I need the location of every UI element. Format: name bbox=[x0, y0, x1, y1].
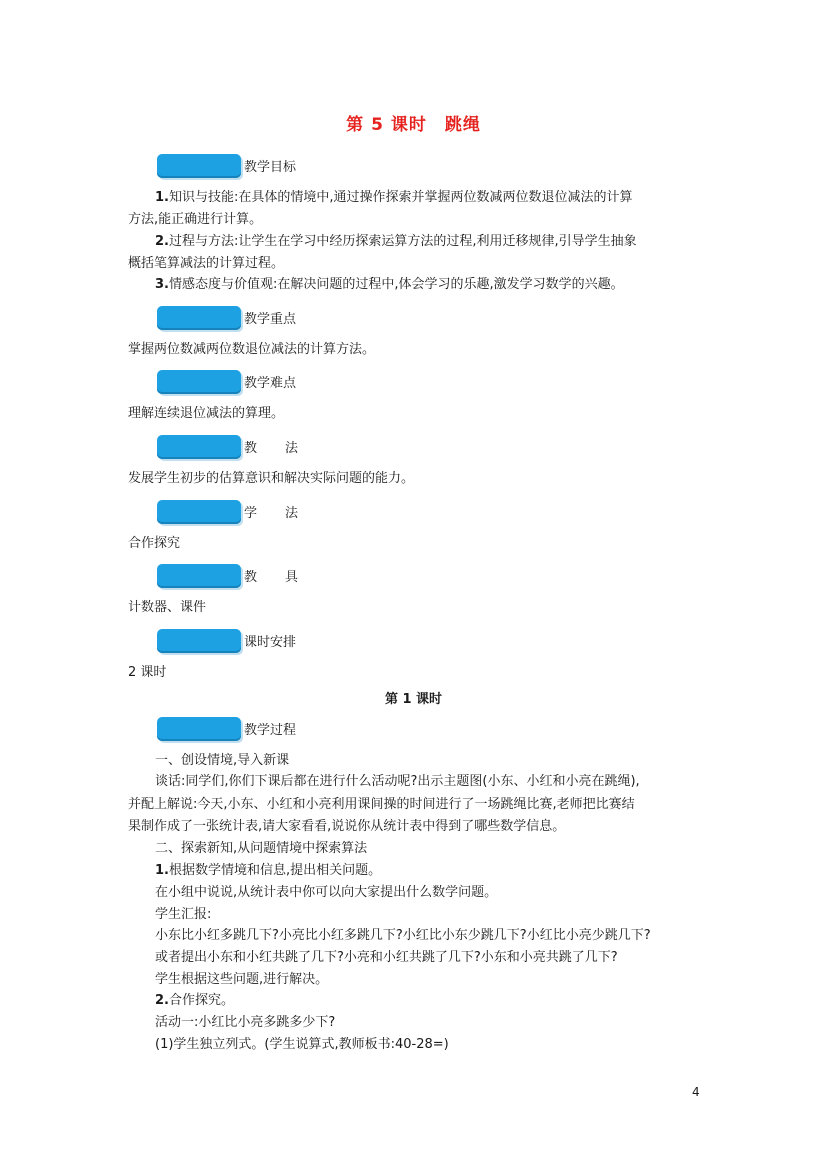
goal-2-line-2: 概括笔算减法的计算过程。 bbox=[128, 256, 285, 271]
process-heading-2: 二、探索新知,从问题情境中探索算法 bbox=[155, 841, 368, 856]
goal-number: 2. bbox=[155, 234, 169, 249]
process-line: (1)学生独立列式。(学生说算式,教师板书:40-28=) bbox=[155, 1037, 449, 1052]
lesson-heading: 第 1 课时 bbox=[384, 692, 443, 707]
difficulties-text: 理解连续退位减法的算理。 bbox=[128, 406, 285, 421]
learning-method-text: 合作探究 bbox=[128, 536, 181, 551]
goal-text: 情感态度与价值观:在解决问题的过程中,体会学习的乐趣,激发学习数学的兴趣。 bbox=[168, 277, 624, 292]
goal-1-line-2: 方法,能正确进行计算。 bbox=[128, 212, 263, 227]
process-step-2 bbox=[155, 991, 234, 1011]
process-line: 果制作成了一张统计表,请大家看看,说说你从统计表中得到了哪些数学信息。 bbox=[128, 819, 566, 834]
process-line: 或者提出小东和小红共跳了几下?小亮和小红共跳了几下?小东和小亮共跳了几下? bbox=[155, 950, 618, 965]
goal-3-line-1 bbox=[155, 275, 624, 295]
page-number: 4 bbox=[692, 1085, 700, 1099]
section-label: 教学重点 bbox=[244, 312, 297, 327]
step-number: 2. bbox=[155, 993, 169, 1008]
process-line: 谈话:同学们,你们下课后都在进行什么活动呢?出示主题图(小东、小红和小亮在跳绳), bbox=[155, 774, 640, 789]
goal-2-line-1 bbox=[155, 232, 637, 252]
section-badge bbox=[157, 629, 241, 653]
process-line: 小东比小红多跳几下?小亮比小红多跳几下?小红比小东少跳几下?小红比小亮少跳几下? bbox=[155, 928, 651, 943]
goal-1-line-1 bbox=[155, 188, 633, 208]
step-number: 1. bbox=[155, 863, 169, 878]
section-label: 课时安排 bbox=[244, 635, 297, 650]
process-line: 活动一:小红比小亮多跳多少下? bbox=[155, 1015, 336, 1030]
process-line: 在小组中说说,从统计表中你可以向大家提出什么数学问题。 bbox=[155, 885, 498, 900]
section-label: 教学目标 bbox=[244, 160, 297, 175]
process-step-1 bbox=[155, 861, 381, 881]
process-heading-1: 一、创设情境,导入新课 bbox=[155, 753, 290, 768]
page-title: 第 5 课时 跳绳 bbox=[346, 115, 481, 135]
process-line: 并配上解说:今天,小东、小红和小亮利用课间操的时间进行了一场跳绳比赛,老师把比赛结 bbox=[128, 797, 635, 812]
section-badge bbox=[157, 500, 241, 524]
process-line: 学生根据这些问题,进行解决。 bbox=[155, 972, 329, 987]
section-badge bbox=[157, 306, 241, 330]
section-label: 教学过程 bbox=[244, 723, 297, 738]
section-badge bbox=[157, 435, 241, 459]
section-badge bbox=[157, 717, 241, 741]
section-label: 教具 bbox=[244, 570, 327, 585]
section-label: 教学难点 bbox=[244, 376, 297, 391]
schedule-text: 2 课时 bbox=[128, 665, 167, 680]
step-text: 根据数学情境和信息,提出相关问题。 bbox=[168, 863, 382, 878]
section-label: 学法 bbox=[244, 506, 327, 521]
goal-text: 过程与方法:让学生在学习中经历探索运算方法的过程,利用迁移规律,引导学生抽象 bbox=[168, 234, 637, 249]
section-badge bbox=[157, 564, 241, 588]
goal-text: 知识与技能:在具体的情境中,通过操作探索并掌握两位数减两位数退位减法的计算 bbox=[168, 190, 633, 205]
section-badge bbox=[157, 154, 241, 178]
tools-text: 计数器、课件 bbox=[128, 600, 207, 615]
teaching-method-text: 发展学生初步的估算意识和解决实际问题的能力。 bbox=[128, 471, 415, 486]
section-label: 教法 bbox=[244, 441, 327, 456]
goal-number: 1. bbox=[155, 190, 169, 205]
section-badge bbox=[157, 370, 241, 394]
step-text: 合作探究。 bbox=[168, 993, 234, 1008]
process-line: 学生汇报: bbox=[155, 907, 212, 922]
key-points-text: 掌握两位数减两位数退位减法的计算方法。 bbox=[128, 342, 376, 357]
goal-number: 3. bbox=[155, 277, 169, 292]
